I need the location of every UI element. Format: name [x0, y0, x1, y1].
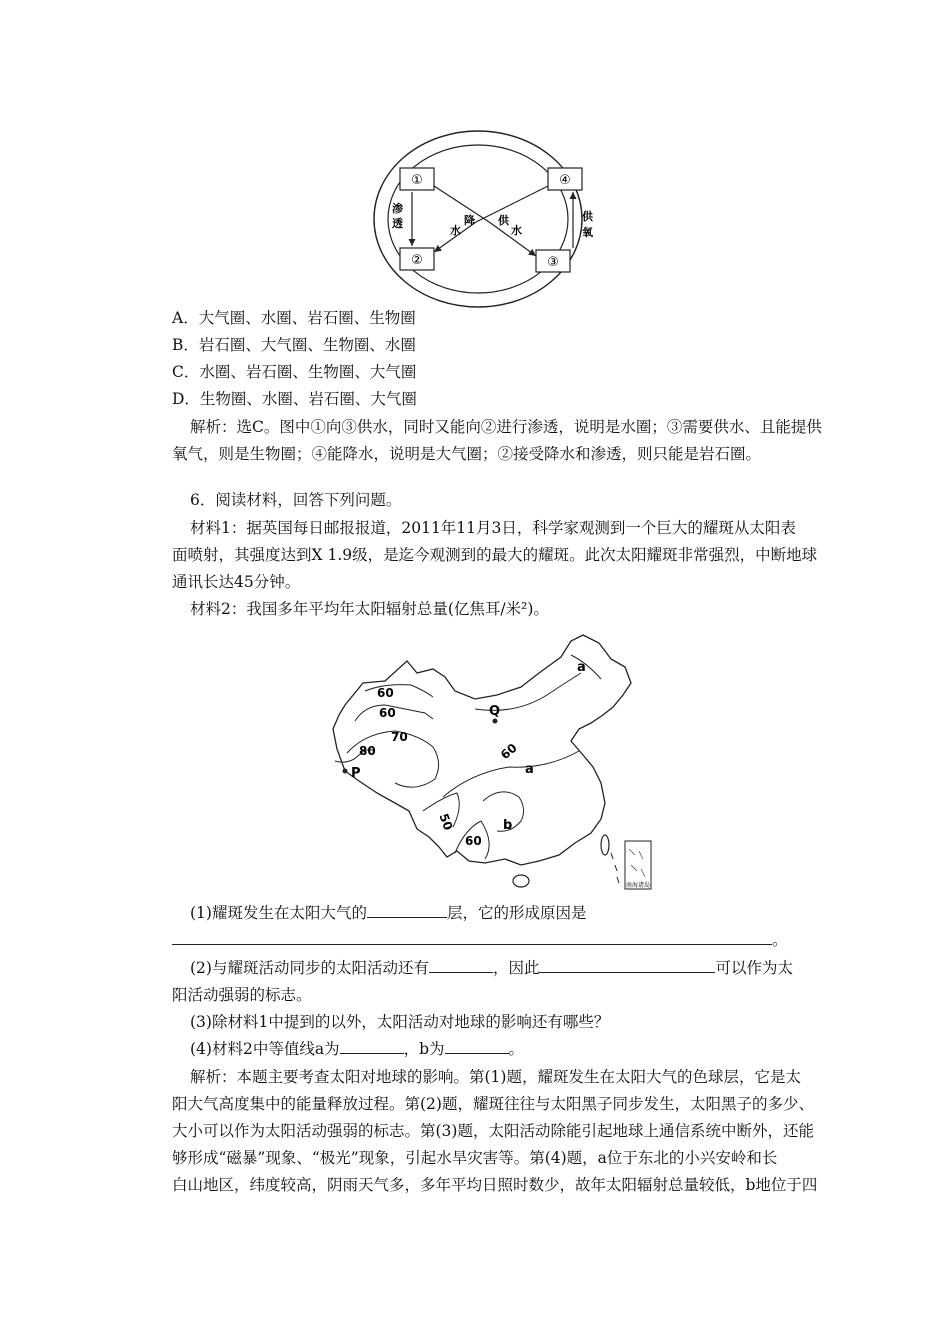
q6-4-blank-a[interactable] [340, 1039, 404, 1054]
option-b: B．岩石圈、大气圈、生物圈、水圈 [172, 336, 416, 354]
label-80: 80 [359, 744, 376, 758]
material1-line-3: 通讯长达45分钟。 [172, 573, 301, 591]
q6-analysis-line-5: 白山地区，纬度较高，阴雨天气多，多年平均日照时数少，故年太阳辐射总量较低，b地位于四 [172, 1176, 818, 1194]
q6-1-text-b: 层，它的形成原因是 [446, 904, 587, 922]
q6-4-text-c: 。 [508, 1040, 525, 1058]
sphere-cycle-diagram [368, 128, 593, 310]
q6-2-cont: 阳活动强弱的标志。 [172, 986, 312, 1004]
left-label-char-1: 渗 [392, 202, 403, 215]
arrow-4-to-2 [434, 186, 548, 252]
dash-marks [611, 853, 619, 883]
q6-4-text-a: (4)材料2中等值线a为 [190, 1040, 340, 1058]
q6-1-text-a: (1)耀斑发生在太阳大气的 [190, 904, 367, 922]
right-label-char-2: 氧 [582, 226, 593, 239]
q6-1-end: 。 [772, 931, 788, 949]
q6-analysis-line-3: 大小可以作为太阳活动强弱的标志。第(3)题，太阳活动除能引起地球上通信系统中断外，还能 [172, 1122, 814, 1140]
label-q: Q [489, 704, 501, 719]
left-label-char-2: 透 [392, 217, 403, 230]
q6-3: (3)除材料1中提到的以外，太阳活动对地球的影响还有哪些？ [190, 1013, 610, 1031]
cross-left-char-2: 降 [464, 214, 475, 227]
label-70: 70 [391, 730, 408, 744]
q5-analysis-line-2: 氧气，则是生物圈；④能降水，说明是大气圈；②接受降水和渗透，则只能是岩石圈。 [172, 445, 762, 463]
label-a-northeast: a [577, 660, 586, 675]
q6-analysis-line-1: 解析：本题主要考查太阳对地球的影响。第(1)题，耀斑发生在太阳大气的色球层，它是太 [190, 1068, 801, 1086]
q6-2-text-b: ，因此 [492, 959, 540, 977]
material1-line-2: 面喷射，其强度达到X 1.9级，是迄今观测到的最大的耀斑。此次太阳耀斑非常强烈，中断地球 [172, 546, 818, 564]
q6-4 [190, 1039, 830, 1059]
option-d: D．生物圈、水圈、岩石圈、大气圈 [172, 390, 417, 408]
arrow-1-to-3 [434, 186, 536, 256]
right-label-char-1: 供 [582, 210, 593, 223]
q6-4-blank-b[interactable] [445, 1039, 509, 1054]
label-50: 50 [436, 811, 456, 833]
label-60-west: 60 [379, 706, 396, 720]
q6-1-blank-layer[interactable] [367, 903, 447, 918]
q6-1-answer-line [172, 930, 812, 950]
cross-right-char-2: 水 [511, 224, 522, 237]
cross-right-char-1: 供 [498, 214, 509, 227]
q6-2-blank-activity[interactable] [429, 958, 493, 973]
q6-1 [190, 903, 830, 923]
cross-left-char-1: 水 [450, 224, 461, 237]
q6-analysis-line-2: 阳大气高度集中的能量释放过程。第(2)题，耀斑往往与太阳黑子同步发生，太阳黑子的多少、 [172, 1095, 814, 1113]
outer-cycle-ring [374, 131, 582, 307]
label-b: b [503, 818, 513, 833]
isoline-60-north [365, 685, 433, 697]
box-1-label: ① [411, 173, 423, 188]
china-solar-radiation-map [325, 633, 655, 893]
taiwan-island [601, 835, 609, 855]
hainan-island [513, 875, 529, 887]
option-c: C．水圈、岩石圈、生物圈、大气圈 [172, 363, 417, 381]
q5-analysis-line-1: 解析：选C。图中①向③供水，同时又能向②进行渗透，说明是水圈；③需要供水、且能提供 [190, 418, 822, 436]
label-a-south: a [525, 762, 534, 777]
q6-1-blank-reason[interactable] [172, 930, 772, 945]
q6-4-text-b: ，b为 [403, 1040, 445, 1058]
label-60-central: 60 [497, 740, 520, 763]
material1-line-1: 材料1：据英国每日邮报报道，2011年11月3日，科学家观测到一个巨大的耀斑从太阳表 [190, 519, 796, 537]
point-q-marker [493, 719, 498, 724]
q6-2-text-c: 可以作为太 [715, 959, 793, 977]
q6-analysis-line-4: 够形成“磁暴”现象、“极光”现象，引起水旱灾害等。第(4)题，a位于东北的小兴安岭和长 [172, 1149, 778, 1167]
q6-title: 6．阅读材料，回答下列问题。 [190, 491, 402, 509]
material2-caption: 材料2：我国多年平均年太阳辐射总量(亿焦耳/米²)。 [190, 600, 549, 618]
option-a: A．大气圈、水圈、岩石圈、生物圈 [172, 309, 416, 327]
label-60-north: 60 [377, 686, 394, 700]
label-60-south: 60 [465, 834, 482, 848]
inset-label: 南海诸岛 [625, 882, 651, 889]
box-4-label: ④ [559, 173, 571, 188]
box-2-label: ② [411, 253, 423, 268]
box-3-label: ③ [547, 255, 559, 270]
q6-2-text-a: (2)与耀斑活动同步的太阳活动还有 [190, 959, 429, 977]
point-p-marker [343, 769, 348, 774]
q6-2-blank-sign[interactable] [539, 958, 715, 973]
isoline-a-northeast [571, 655, 601, 679]
label-p: P [351, 766, 361, 781]
china-outline [333, 635, 631, 865]
q6-2 [190, 958, 830, 978]
